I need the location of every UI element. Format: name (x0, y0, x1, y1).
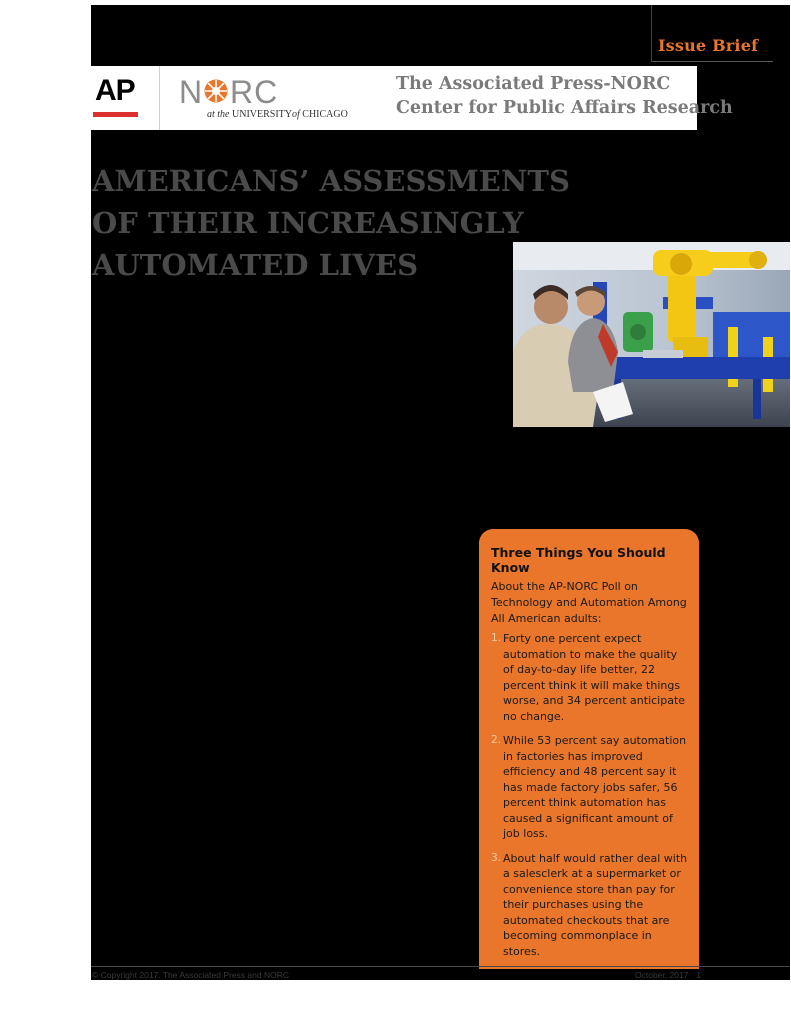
norc-university-tagline: at the UNIVERSITYof CHICAGO (207, 109, 348, 120)
list-item-text: Forty one percent expect automation to make the quality of day-to-day life better, 22 percent think it will make things worse, and 34 percent anticipate no change. (503, 632, 686, 723)
list-item (491, 631, 691, 724)
key-findings-box (479, 529, 699, 969)
header-divider-vertical (651, 5, 652, 62)
footer-copyright: © Copyright 2017. The Associated Press and NORC (92, 970, 289, 980)
key-findings-list (491, 631, 691, 968)
center-name-line-2: Center for Public Affairs Research (396, 98, 733, 118)
factory-robot-photo (513, 242, 790, 427)
issue-brief-label: Issue Brief (658, 36, 759, 55)
list-item-number: 1. (491, 632, 502, 644)
center-name-line-1: The Associated Press-NORC (396, 74, 671, 94)
headline-line-3: AUTOMATED LIVES (92, 248, 419, 282)
page-number: 1 (696, 970, 702, 980)
list-item-text: About half would rather deal with a salesclerk at a supermarket or convenience store than pay for their purchases using the automated checkouts that are becoming commonplace in stores. (503, 851, 688, 958)
footer-date-page (635, 970, 701, 980)
headline-line-1: AMERICANS’ ASSESSMENTS (92, 164, 570, 198)
list-item (491, 851, 691, 960)
ap-logo: AP (95, 74, 135, 107)
center-name (396, 72, 733, 120)
header-divider-horizontal (651, 61, 773, 62)
headline-line-2: OF THEIR INCREASINGLY (92, 206, 524, 240)
logo-divider (159, 66, 160, 130)
norc-logo-icon (179, 74, 299, 108)
list-item-text: While 53 percent say automation in factories has improved efficiency and 48 percent say it has made factory jobs safer, 56 percent think automation has caused a significant amount of job loss. (503, 734, 687, 840)
svg-text:N: N (179, 74, 204, 108)
footer-date: October, 2017 (635, 970, 689, 980)
key-findings-intro: About the AP-NORC Poll on Technology and Automation Among All American adults: (491, 580, 687, 625)
svg-text:RC: RC (230, 74, 279, 108)
logo-banner (91, 66, 733, 130)
list-item (491, 733, 691, 842)
list-item-number: 3. (491, 851, 502, 864)
list-item-number: 2. (491, 734, 502, 746)
footer-divider (91, 966, 790, 967)
ap-logo-underline (93, 112, 138, 117)
key-findings-title: Three Things You Should Know (491, 545, 666, 575)
